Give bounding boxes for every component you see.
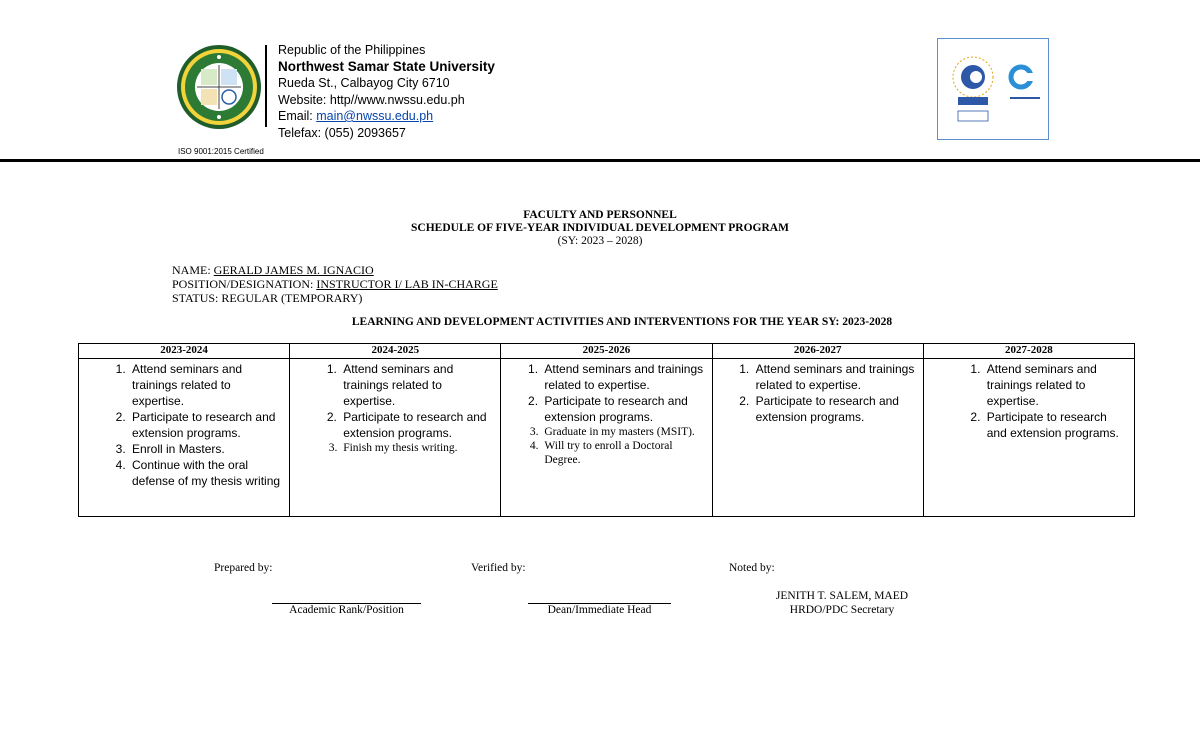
- position-row: [172, 277, 498, 291]
- prepared-by-label: Prepared by:: [214, 562, 273, 574]
- activities-cell-2027-2028: [923, 359, 1134, 517]
- telefax-line: Telefax: (055) 2093657: [278, 125, 406, 140]
- country-line: Republic of the Philippines: [278, 43, 426, 57]
- iso-certified-note: ISO 9001:2015 Certified: [178, 147, 264, 156]
- year-header-2025-2026: 2025-2026: [501, 344, 712, 359]
- list-item: 2. Participate to research and extension programs.: [984, 409, 1130, 441]
- email-label: Email:: [278, 109, 317, 123]
- title-schedule: SCHEDULE OF FIVE-YEAR INDIVIDUAL DEVELOPMENT PROGRAM: [411, 222, 789, 234]
- status-row: STATUS: REGULAR (TEMPORARY): [172, 291, 363, 305]
- year-header-2026-2027: 2026-2027: [712, 344, 923, 359]
- website-line: Website: http//www.nwssu.edu.ph: [278, 92, 465, 107]
- list-item: 4. Will try to enroll a Doctoral Degree.: [541, 439, 707, 467]
- list-item: 2. Participate to research and extension programs.: [753, 393, 919, 425]
- table-header-row: [79, 344, 1135, 359]
- socotec-jasanz-logo: [938, 39, 1048, 139]
- verified-caption: Dean/Immediate Head: [547, 604, 652, 616]
- list-item: 2. Participate to research and extension programs.: [340, 409, 496, 441]
- school-year: (SY: 2023 – 2028): [557, 235, 643, 247]
- table-row: [79, 359, 1135, 517]
- position-label: POSITION/DESIGNATION:: [172, 277, 317, 291]
- employee-info: [172, 263, 498, 305]
- activities-cell-2025-2026: [501, 359, 712, 517]
- list-item: 1. Attend seminars and trainings related to expertise.: [340, 361, 496, 409]
- list-item: 1. Attend seminars and trainings related to expertise.: [984, 361, 1130, 409]
- employee-position: INSTRUCTOR I/ LAB IN-CHARGE: [316, 277, 498, 291]
- list-item: 3. Finish my thesis writing.: [340, 441, 496, 455]
- title-faculty: FACULTY AND PERSONNEL: [523, 209, 677, 221]
- development-schedule-table: [78, 343, 1135, 517]
- employee-name: GERALD JAMES M. IGNACIO: [213, 263, 374, 277]
- prepared-caption: Academic Rank/Position: [289, 604, 404, 616]
- activities-cell-2023-2024: [79, 359, 290, 517]
- list-item: 2. Participate to research and extension programs.: [541, 393, 707, 425]
- list-item: 1. Attend seminars and trainings related to expertise.: [129, 361, 285, 409]
- verified-by-label: Verified by:: [471, 562, 526, 574]
- noted-title: HRDO/PDC Secretary: [789, 604, 895, 616]
- year-header-2024-2025: 2024-2025: [290, 344, 501, 359]
- list-item: 3. Graduate in my masters (MSIT).: [541, 425, 707, 439]
- university-address-block: [278, 42, 495, 141]
- email-line: [278, 108, 495, 125]
- header-divider: [265, 45, 267, 127]
- ld-activities-title: LEARNING AND DEVELOPMENT ACTIVITIES AND INTERVENTIONS FOR THE YEAR SY: 2023-2028: [351, 316, 893, 328]
- list-item: 1. Attend seminars and trainings related to expertise.: [541, 361, 707, 393]
- activities-cell-2026-2027: [712, 359, 923, 517]
- noted-name: JENITH T. SALEM, MAED: [775, 590, 909, 602]
- header-rule: [0, 159, 1200, 162]
- name-row: [172, 263, 498, 277]
- university-seal-logo: [176, 44, 262, 130]
- year-header-2027-2028: 2027-2028: [923, 344, 1134, 359]
- document-title-block: [0, 209, 1200, 248]
- list-item: 2. Participate to research and extension programs.: [129, 409, 285, 441]
- year-header-2023-2024: 2023-2024: [79, 344, 290, 359]
- name-label: NAME:: [172, 263, 214, 277]
- iso-certification-badge: [937, 38, 1049, 140]
- list-item: 3. Enroll in Masters.: [129, 441, 285, 457]
- list-item: 4. Continue with the oral defense of my thesis writing: [129, 457, 285, 489]
- list-item: 1. Attend seminars and trainings related to expertise.: [753, 361, 919, 393]
- address-line: Rueda St., Calbayog City 6710: [278, 76, 450, 90]
- activities-cell-2024-2025: [290, 359, 501, 517]
- noted-by-label: Noted by:: [729, 562, 775, 574]
- university-name: Northwest Samar State University: [278, 58, 495, 74]
- email-link[interactable]: main@nwssu.edu.ph: [316, 109, 434, 123]
